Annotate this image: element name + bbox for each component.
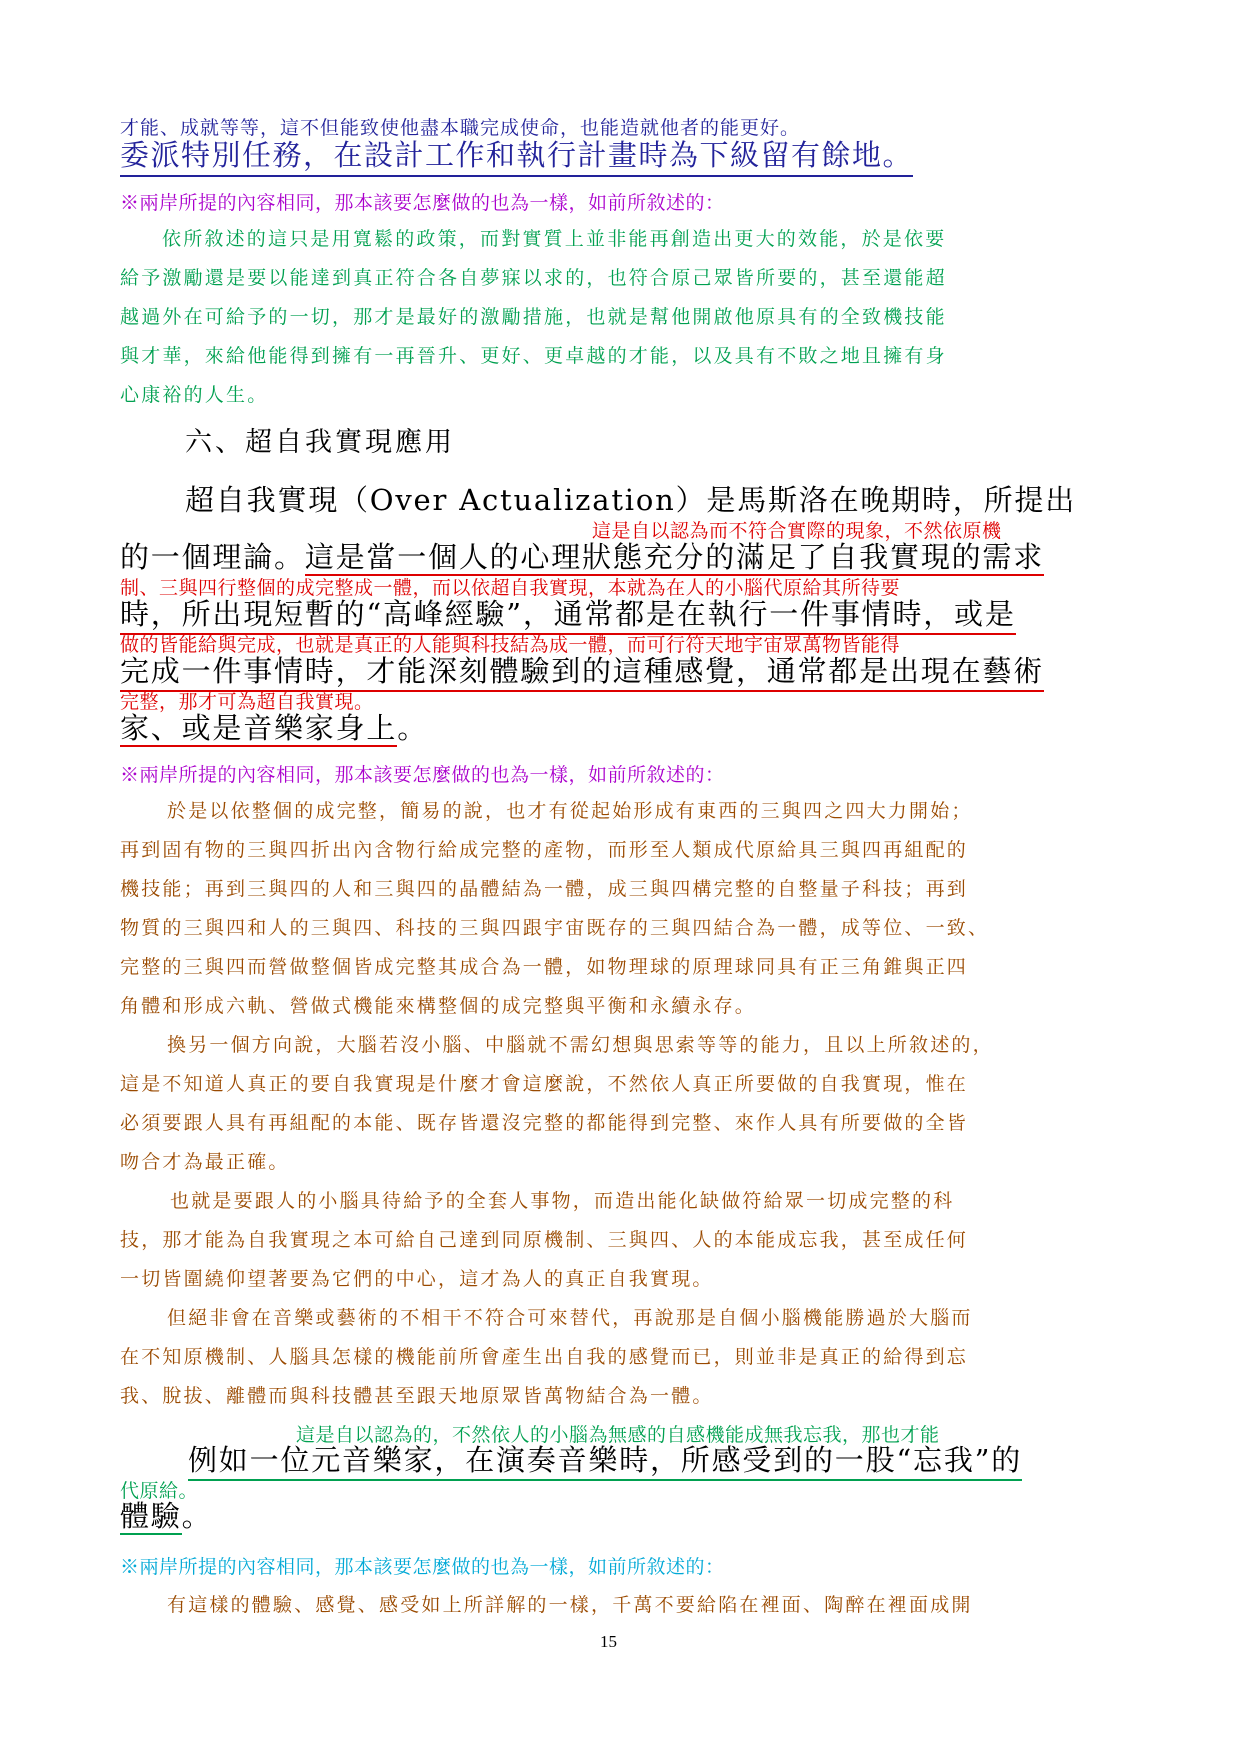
para2-line-4: 物質的三與四和人的三與四、科技的三與四跟宇宙既存的三與四結合為一體，成等位、一致、	[120, 917, 990, 939]
para3-line-4: 吻合才為最正確。	[120, 1151, 290, 1173]
para3-line-2: 這是不知道人真正的要自我實現是什麼才會這麼說，不然依人真正所要做的自我實現，惟在	[120, 1073, 969, 1095]
red-note-1: 這是自以認為而不符合實際的現象，不然依原機	[592, 520, 1002, 542]
para4-line-1: 也就是要跟人的小腦具待給予的全套人事物，而造出能化缺做符給眾一切成完整的科	[170, 1190, 955, 1212]
example-end-underlined: 體驗	[120, 1499, 182, 1533]
red-note-2: 制、三與四行整個的成完整成一體，而以依超自我實現，本就為在人的小腦代原給其所待要	[120, 577, 901, 599]
note-cross-strait-3: ※兩岸所提的內容相同，那本該要怎麼做的也為一樣，如前所敘述的：	[120, 1556, 725, 1578]
para1-line-3: 越過外在可給予的一切，那才是最好的激勵措施，也就是幫他開啟他原具有的全致機技能	[120, 306, 947, 328]
example-line: 例如一位元音樂家，在演奏音樂時，所感受到的一股“忘我”的	[188, 1438, 1022, 1481]
top-line-1: 才能、成就等等，這不但能致使他盡本職完成使命，也能造就他者的能更好。	[120, 117, 801, 139]
red-note-3: 做的皆能給與完成，也就是真正的人能與科技結為成一體，而可行符天地宇宙眾萬物皆能得	[120, 634, 901, 656]
para1-line-1: 依所敘述的這只是用寬鬆的政策，而對實質上並非能再創造出更大的效能，於是依要	[162, 228, 947, 250]
main-line-5	[120, 706, 428, 747]
main-line-2-start: 的一個理論。	[120, 540, 305, 574]
section-heading: 六、超自我實現應用	[185, 427, 455, 458]
note-cross-strait-1: ※兩岸所提的內容相同，那本該要怎麼做的也為一樣，如前所敘述的：	[120, 192, 725, 214]
para2-line-3: 機技能；再到三與四的人和三與四的晶體結為一體，成三與四構完整的自整量子科技；再到	[120, 878, 969, 900]
para3-line-1: 換另一個方向說，大腦若沒小腦、中腦就不需幻想與思索等等的能力，且以上所敘述的，	[167, 1034, 994, 1056]
para1-line-4: 與才華，來給他能得到擁有一再晉升、更好、更卓越的才能，以及具有不敗之地且擁有身	[120, 345, 947, 367]
example-end-period: 。	[181, 1499, 213, 1533]
red-note-4: 完整，那才可為超自我實現。	[120, 691, 374, 713]
para5-line-2: 在不知原機制、人腦具怎樣的機能前所會產生出自我的感覺而已，則並非是真正的給得到忘	[120, 1346, 969, 1368]
para4-line-2: 技，那才能為自我實現之本可給自己達到同原機制、三與四、人的本能成忘我，甚至成任何	[120, 1229, 969, 1251]
para1-line-2: 給予激勵還是要以能達到真正符合各自夢寐以求的，也符合原己眾皆所要的，甚至還能超	[120, 267, 947, 289]
para4-line-3: 一切皆圍繞仰望著要為它們的中心，這才為人的真正自我實現。	[120, 1268, 714, 1290]
para2-line-1: 於是以依整個的成完整，簡易的說，也才有從起始形成有東西的三與四之四大力開始；	[167, 800, 973, 822]
example-end	[120, 1494, 212, 1535]
last-line: 有這樣的體驗、感覺、感受如上所詳解的一樣，千萬不要給陷在裡面、陶醉在裡面成開	[167, 1594, 973, 1616]
main-line-2-underlined: 這是當一個人的心理狀態充分的滿足了自我實現的需求	[304, 540, 1045, 574]
para5-line-1: 但絕非會在音樂或藝術的不相干不符合可來替代，再說那是自個小腦機能勝過於大腦而	[167, 1307, 973, 1329]
para1-line-5: 心康裕的人生。	[120, 384, 269, 406]
top-line-2: 委派特別任務，在設計工作和執行計畫時為下級留有餘地。	[120, 133, 913, 177]
green-note-2: 代原給。	[120, 1480, 199, 1502]
para2-line-2: 再到固有物的三與四折出內含物行給成完整的產物，而形至人類成代原給具三與四再組配的	[120, 839, 969, 861]
main-line-5-underlined: 家、或是音樂家身上	[120, 711, 398, 745]
para5-line-3: 我、脫拔、離體而與科技體甚至跟天地原眾皆萬物結合為一體。	[120, 1385, 714, 1407]
main-line-2	[120, 535, 1044, 576]
green-note-1: 這是自以認為的，不然依人的小腦為無感的自感機能成無我忘我，那也才能	[296, 1424, 940, 1446]
page-number: 15	[600, 1632, 617, 1651]
main-line-5-end: 。	[397, 711, 429, 745]
para2-line-6: 角體和形成六軌、營做式機能來構整個的成完整與平衡和永續永存。	[120, 995, 757, 1017]
main-line-4: 完成一件事情時，才能深刻體驗到的這種感覺，通常都是出現在藝術	[120, 649, 1044, 692]
para2-line-5: 完整的三與四而營做整個皆成完整其成合為一體，如物理球的原理球同具有正三角錐與正四	[120, 956, 969, 978]
para3-line-3: 必須要跟人具有再組配的本能、既存皆還沒完整的都能得到完整、來作人具有所要做的全皆	[120, 1112, 969, 1134]
note-cross-strait-2: ※兩岸所提的內容相同，那本該要怎麼做的也為一樣，如前所敘述的：	[120, 764, 725, 786]
main-line-1: 超自我實現（Over Actualization）是馬斯洛在晚期時，所提出	[185, 483, 1076, 517]
main-line-3: 時，所出現短暫的“高峰經驗”，通常都是在執行一件事情時，或是	[120, 592, 1016, 635]
